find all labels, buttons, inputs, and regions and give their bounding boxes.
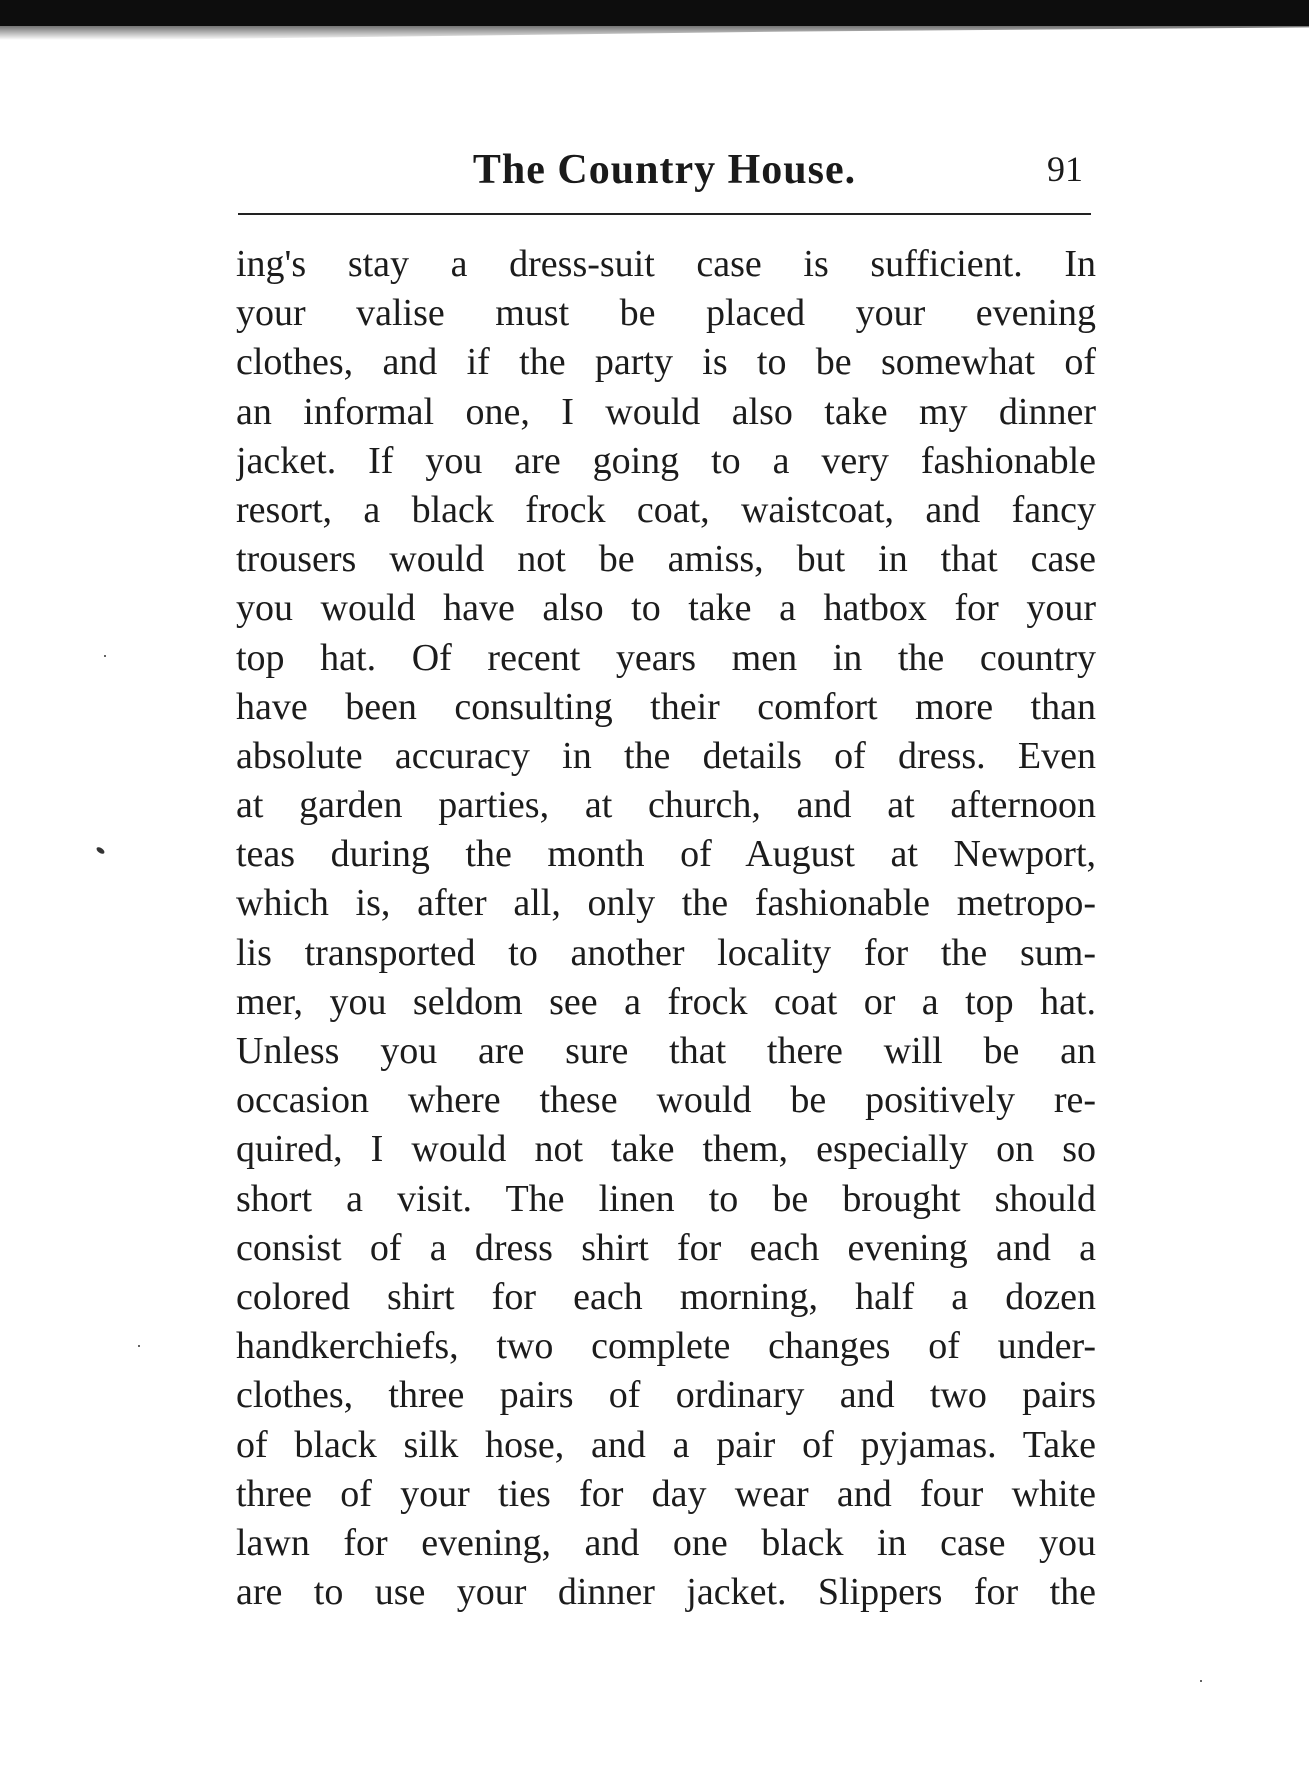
running-title: The Country House. [472, 147, 857, 193]
text-line: short a visit. The linen to be brought should [236, 1177, 1096, 1220]
text-line: you would have also to take a hatbox for your [236, 587, 1096, 630]
text-line: colored shirt for each morning, half a dozen [236, 1275, 1096, 1318]
text-line: are to use your dinner jacket. Slippers for the [236, 1571, 1096, 1614]
text-line: which is, after all, only the fashionable metropo- [236, 882, 1096, 925]
text-line: clothes, three pairs of ordinary and two pairs [236, 1374, 1096, 1417]
text-line: an informal one, I would also take my dinner [236, 390, 1096, 433]
page-header [238, 136, 1091, 196]
text-line: resort, a black frock coat, waistcoat, and fancy [236, 488, 1096, 531]
text-line: your valise must be placed your evening [236, 292, 1096, 335]
text-line: jacket. If you are going to a very fashionable [236, 439, 1096, 482]
text-line: at garden parties, at church, and at afternoon [236, 784, 1096, 827]
text-line: teas during the month of August at Newport, [236, 833, 1096, 876]
text-line: handkerchiefs, two complete changes of under- [236, 1325, 1096, 1368]
text-line: ing's stay a dress-suit case is sufficient. In [236, 243, 1096, 285]
body-text [236, 240, 1096, 1617]
header-rule [238, 213, 1091, 215]
text-line: clothes, and if the party is to be somewhat of [236, 341, 1096, 384]
text-line: lawn for evening, and one black in case you [236, 1521, 1096, 1564]
text-line: occasion where these would be positively re- [236, 1079, 1096, 1122]
ink-speck [138, 1345, 140, 1347]
text-line: Unless you are sure that there will be an [236, 1030, 1096, 1072]
text-line: top hat. Of recent years men in the country [236, 636, 1096, 679]
scan-edge-shadow [0, 0, 1309, 26]
ink-speck [104, 655, 106, 657]
text-line: quired, I would not take them, especially on so [236, 1128, 1096, 1171]
text-line: mer, you seldom see a frock coat or a top hat. [236, 980, 1096, 1023]
text-line: trousers would not be amiss, but in that case [236, 538, 1096, 581]
ink-speck [95, 846, 105, 855]
text-line: consist of a dress shirt for each evening and a [236, 1226, 1096, 1269]
text-line: lis transported to another locality for the sum- [236, 931, 1096, 974]
text-line: have been consulting their comfort more than [236, 685, 1096, 728]
text-line: absolute accuracy in the details of dress. Even [236, 734, 1096, 777]
text-line: of black silk hose, and a pair of pyjamas. Take [236, 1423, 1096, 1466]
text-line: three of your ties for day wear and four white [236, 1472, 1096, 1515]
page-number: 91 [1047, 149, 1083, 189]
ink-speck [1200, 1680, 1202, 1682]
